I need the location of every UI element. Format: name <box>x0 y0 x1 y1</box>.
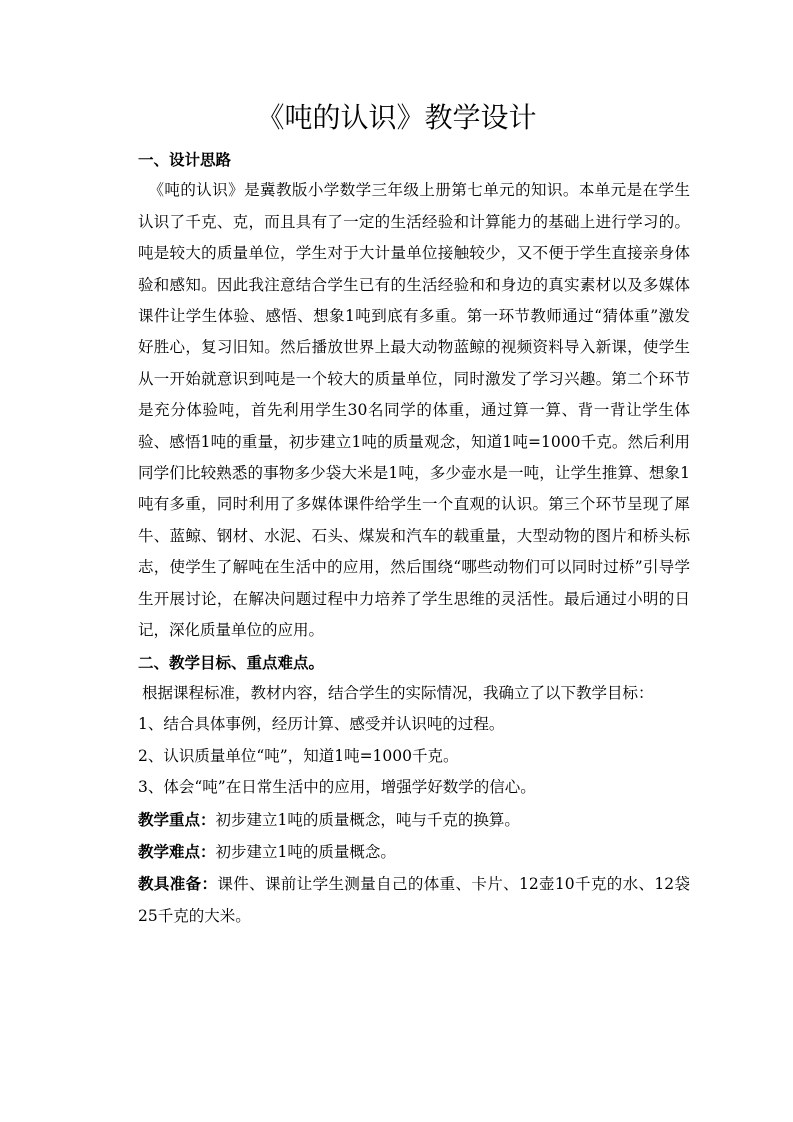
key-point <box>138 804 690 836</box>
section-heading-design: 一、设计思路 <box>138 150 232 169</box>
teaching-aids <box>138 868 690 932</box>
section-heading-goals: 二、教学目标、重点难点。 <box>138 652 325 672</box>
goals-intro <box>138 678 690 709</box>
goals-intro-text: 根据课程标准，教材内容，结合学生的实际情况，我确立了以下教学目标： <box>142 683 654 702</box>
goal-item: 3、体会“吨”在日常生活中的应用，增强学好数学的信心。 <box>138 778 536 797</box>
design-paragraph-text: 《吨的认识》是冀教版小学数学三年级上册第七单元的知识。本单元是在学生认识了千克、克，而且具有了一定的生活经验和计算能力的基础上进行学习的。吨是较大的质量单位，学生对于大计量单位接触较少，又不便于学生直接亲身体验和感知。因此我注意结合学生已有的生活经验和和身边的真实素材以及多媒体课件让学生体验、感悟、想象1吨到底有多重。第一环节教师通过“猜体重”激发好胜心，复习旧知。然后播放世界上最大动物蓝鲸的视频资料导入新课，使学生从一开始就意识到吨是一个较大的质量单位，同时激发了学习兴趣。第二个环节是充分体验吨，首先利用学生30名同学的体重，通过算一算、背一背让学生体验、感悟1吨的重量，初步建立1吨的质量观念，知道1吨=1000千克。然后利用同学们比较熟悉的事物多少袋大米是1吨，多少壶水是一吨，让学生推算、想象1吨有多重，同时利用了多媒体课件给学生一个直观的认识。第三个环节呈现了犀牛、蓝鲸、钢材、水泥、石头、煤炭和汽车的载重量，大型动物的图片和桥头标志，使学生了解吨在生活中的应用，然后围绕“哪些动物们可以同时过桥”引导学生开展讨论，在解决问题过程中力培养了学生思维的灵活性。最后通过小明的日记，深化质量单位的应用。 <box>138 181 690 640</box>
difficulty-label: 教学难点： <box>138 841 216 861</box>
teaching-aids-label: 教具准备： <box>138 874 218 894</box>
goal-item: 1、结合具体事例，经历计算、感受并认识吨的过程。 <box>138 715 505 734</box>
difficulty-text: 初步建立1吨的质量概念。 <box>215 842 396 861</box>
key-point-text: 初步建立1吨的质量概念，吨与千克的换算。 <box>215 810 520 829</box>
design-paragraph <box>138 175 690 646</box>
goal-item: 2、认识质量单位“吨”，知道1吨=1000千克。 <box>138 746 459 765</box>
key-point-label: 教学重点： <box>138 809 216 829</box>
document-body <box>138 144 690 932</box>
document-title: 《吨的认识》教学设计 <box>256 101 537 134</box>
teaching-aids-text: 课件、课前让学生测量自己的体重、卡片、12壶10千克的水、12袋25千克的大米。 <box>138 875 690 925</box>
difficulty-point <box>138 836 690 868</box>
